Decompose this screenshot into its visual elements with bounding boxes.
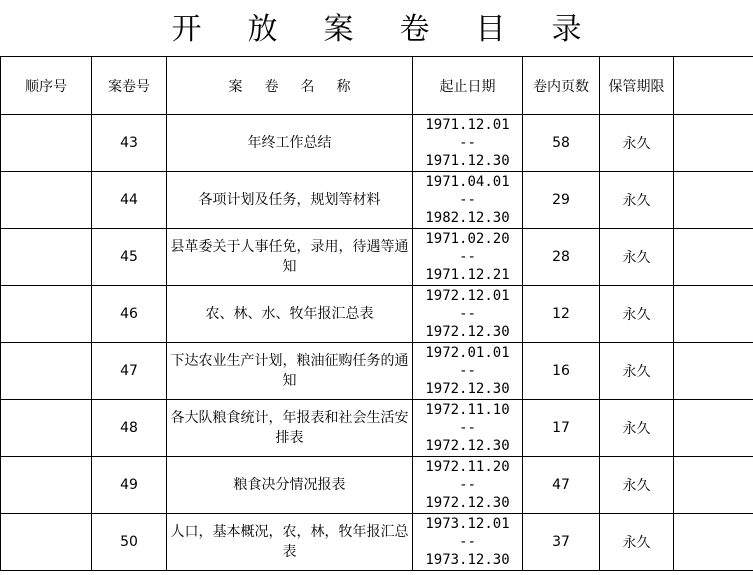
cell-dates (413, 457, 523, 514)
cell-dates (413, 343, 523, 400)
header-retention: 保管期限 (600, 57, 674, 115)
header-name (167, 57, 413, 115)
header-name-char: 卷 (264, 78, 279, 95)
cell-seq (1, 229, 92, 286)
date-sep: -- (459, 306, 476, 322)
cell-blank (674, 400, 753, 457)
cell-retention: 永久 (600, 229, 674, 286)
date-end: 1971.12.21 (425, 267, 510, 283)
cell-pages: 29 (523, 172, 600, 229)
cell-seq (1, 514, 92, 571)
cell-blank (674, 343, 753, 400)
table-row (1, 286, 753, 343)
cell-dates (413, 514, 523, 571)
cell-file-no: 44 (92, 172, 167, 229)
cell-retention: 永久 (600, 457, 674, 514)
cell-seq (1, 172, 92, 229)
cell-name: 农、林、水、牧年报汇总表 (167, 286, 413, 343)
header-file-no: 案卷号 (92, 57, 167, 115)
date-start: 1972.11.10 (425, 402, 510, 418)
date-sep: -- (459, 363, 476, 379)
date-end: 1971.12.30 (425, 153, 510, 169)
date-end: 1972.12.30 (425, 438, 510, 454)
table-row (1, 457, 753, 514)
cell-blank (674, 229, 753, 286)
cell-retention: 永久 (600, 514, 674, 571)
cell-retention: 永久 (600, 115, 674, 172)
table-row (1, 514, 753, 571)
cell-dates (413, 115, 523, 172)
cell-name: 人口，基本概况，农，林，牧年报汇总表 (167, 514, 413, 571)
cell-seq (1, 115, 92, 172)
header-dates: 起止日期 (413, 57, 523, 115)
date-end: 1972.12.30 (425, 324, 510, 340)
title-char: 开 (171, 12, 202, 47)
cell-name: 下达农业生产计划，粮油征购任务的通知 (167, 343, 413, 400)
date-sep: -- (459, 249, 476, 265)
date-end: 1982.12.30 (425, 210, 510, 226)
cell-blank (674, 514, 753, 571)
cell-blank (674, 286, 753, 343)
table-row (1, 229, 753, 286)
header-pages: 卷内页数 (523, 57, 600, 115)
cell-pages: 17 (523, 400, 600, 457)
cell-retention: 永久 (600, 400, 674, 457)
cell-name: 各大队粮食统计，年报表和社会生活安排表 (167, 400, 413, 457)
header-blank (674, 57, 753, 115)
table-row (1, 172, 753, 229)
cell-file-no: 49 (92, 457, 167, 514)
date-sep: -- (459, 135, 476, 151)
cell-dates (413, 286, 523, 343)
table-row (1, 115, 753, 172)
cell-retention: 永久 (600, 343, 674, 400)
date-sep: -- (459, 534, 476, 550)
date-start: 1971.04.01 (425, 174, 510, 190)
table-row (1, 400, 753, 457)
date-start: 1971.02.20 (425, 231, 510, 247)
cell-file-no: 48 (92, 400, 167, 457)
cell-name: 各项计划及任务，规划等材料 (167, 172, 413, 229)
header-row (1, 57, 753, 115)
cell-name: 县革委关于人事任免，录用，待遇等通知 (167, 229, 413, 286)
cell-pages: 47 (523, 457, 600, 514)
cell-name: 年终工作总结 (167, 115, 413, 172)
date-end: 1973.12.30 (425, 552, 510, 568)
cell-seq (1, 343, 92, 400)
header-name-char: 案 (228, 78, 243, 95)
date-end: 1972.12.30 (425, 381, 510, 397)
cell-dates (413, 229, 523, 286)
cell-blank (674, 115, 753, 172)
date-start: 1972.01.01 (425, 345, 510, 361)
cell-dates (413, 172, 523, 229)
cell-file-no: 47 (92, 343, 167, 400)
table-row (1, 343, 753, 400)
title-char: 案 (323, 12, 354, 47)
catalog-table (0, 56, 753, 571)
cell-file-no: 46 (92, 286, 167, 343)
cell-seq (1, 457, 92, 514)
title-char: 卷 (399, 12, 430, 47)
cell-seq (1, 400, 92, 457)
title-char: 录 (551, 12, 582, 47)
cell-retention: 永久 (600, 286, 674, 343)
date-sep: -- (459, 420, 476, 436)
date-sep: -- (459, 192, 476, 208)
cell-pages: 37 (523, 514, 600, 571)
cell-blank (674, 457, 753, 514)
date-sep: -- (459, 477, 476, 493)
cell-retention: 永久 (600, 172, 674, 229)
cell-pages: 28 (523, 229, 600, 286)
page-title (0, 0, 753, 56)
cell-file-no: 45 (92, 229, 167, 286)
cell-pages: 12 (523, 286, 600, 343)
cell-name: 粮食决分情况报表 (167, 457, 413, 514)
date-start: 1972.12.01 (425, 288, 510, 304)
cell-pages: 58 (523, 115, 600, 172)
header-name-char: 称 (336, 78, 351, 95)
cell-file-no: 50 (92, 514, 167, 571)
title-char: 目 (475, 12, 506, 47)
header-seq: 顺序号 (1, 57, 92, 115)
cell-seq (1, 286, 92, 343)
header-name-char: 名 (300, 78, 315, 95)
date-start: 1971.12.01 (425, 117, 510, 133)
date-end: 1972.12.30 (425, 495, 510, 511)
cell-file-no: 43 (92, 115, 167, 172)
title-char: 放 (247, 12, 278, 47)
cell-dates (413, 400, 523, 457)
cell-blank (674, 172, 753, 229)
date-start: 1973.12.01 (425, 516, 510, 532)
date-start: 1972.11.20 (425, 459, 510, 475)
cell-pages: 16 (523, 343, 600, 400)
